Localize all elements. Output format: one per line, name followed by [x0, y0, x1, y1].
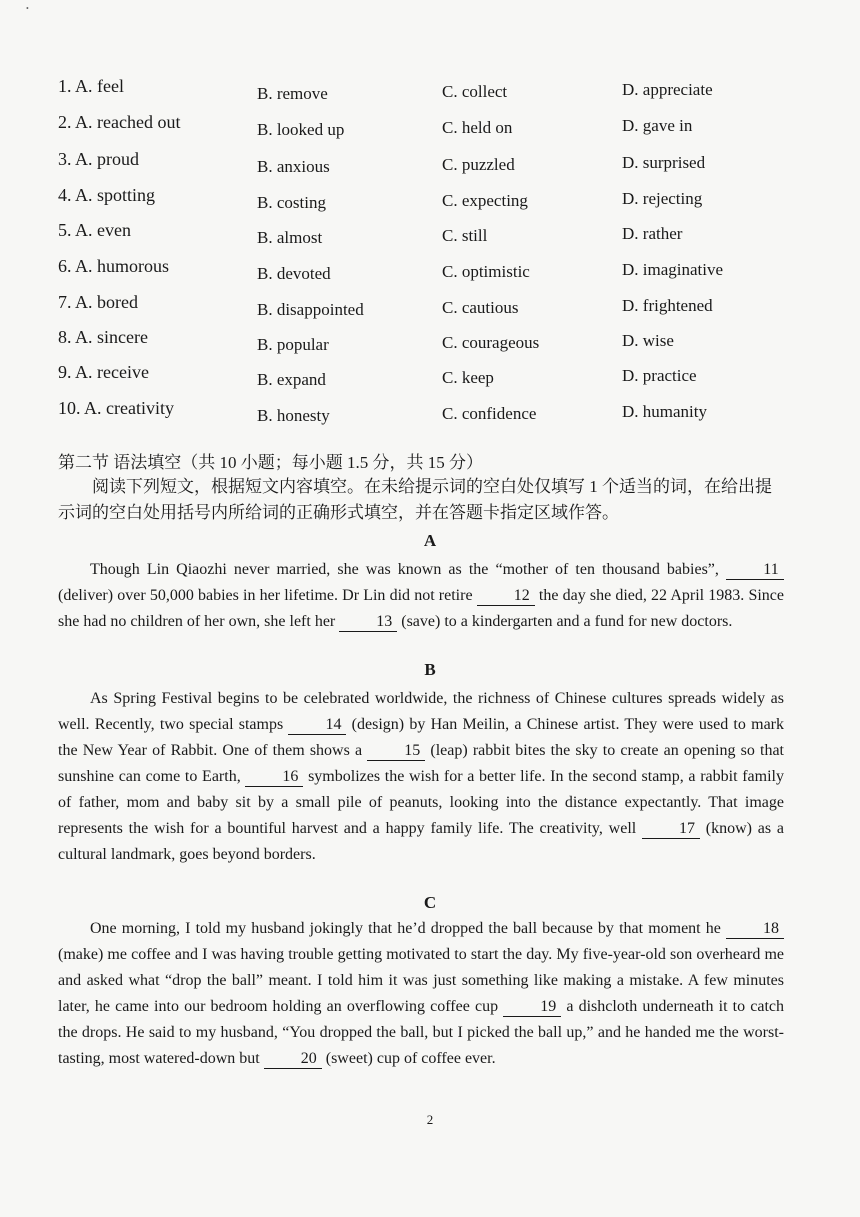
- blank-13[interactable]: 13: [339, 613, 397, 632]
- option-b: B. remove: [257, 84, 328, 103]
- blank-20[interactable]: 20: [264, 1050, 322, 1069]
- option-b: B. almost: [257, 228, 323, 247]
- option-d: D. humanity: [622, 402, 707, 421]
- option-row-5: [0, 220, 860, 256]
- option-a: 5. A. even: [58, 220, 131, 240]
- option-a: 8. A. sincere: [58, 327, 148, 347]
- section-heading: 第二节 语法填空（共 10 小题；每小题 1.5 分，共 15 分）: [58, 453, 483, 472]
- option-d: D. rejecting: [622, 189, 703, 208]
- option-c: C. confidence: [442, 404, 537, 423]
- passage-text: (sweet) cup of coffee ever.: [321, 1050, 496, 1067]
- blank-18[interactable]: 18: [726, 920, 784, 939]
- option-c: C. puzzled: [442, 155, 515, 174]
- passage-text: symbolizes the wish for a better life. In the second stamp, a rabbit family of father, mom and baby sit by a small pile of peanuts, looking into the distance expectantly. That image represents the wish for a bountiful harvest and a happy family life. The creativity, well: [58, 768, 784, 837]
- option-row-8: [0, 327, 860, 363]
- passage-text: the day she died, 22 April 1983. Since she had no children of her own, she left her: [58, 587, 784, 630]
- blank-11[interactable]: 11: [726, 561, 784, 580]
- option-d: D. gave in: [622, 116, 693, 135]
- option-c: C. courageous: [442, 333, 540, 352]
- option-d: D. appreciate: [622, 80, 713, 99]
- option-row-10: [0, 398, 860, 434]
- passage-text: (make) me coffee and I was having trouble getting motivated to start the day. My five-year-old son overheard me and asked what “drop the ball” meant. I told him it was just something like making a mistake. A few minutes later, he came into our bedroom holding an overflowing coffee cup: [58, 946, 784, 1015]
- page-number: 2: [426, 1112, 434, 1127]
- option-c: C. expecting: [442, 191, 528, 210]
- option-b: B. devoted: [257, 264, 331, 283]
- passage-c-label: C: [423, 893, 437, 912]
- option-d: D. wise: [622, 331, 674, 350]
- passage-text: (design) by Han Meilin, a Chinese artist. They were used to mark the New Year of Rabbit. One of them shows a: [58, 716, 784, 759]
- passage-text: As Spring Festival begins to be celebrated worldwide, the richness of Chinese cultures spreads widely as well. Recently, two special stamps: [58, 690, 784, 733]
- option-a: 4. A. spotting: [58, 185, 156, 205]
- passage-text: a dishcloth underneath it to catch the drops. He said to my husband, “You dropped the ball, but I picked the ball up,” and he handed me the worst-tasting, most watered-down but: [58, 998, 784, 1067]
- option-a: 10. A. creativity: [58, 398, 174, 418]
- passage-c: [58, 916, 784, 1072]
- blank-19[interactable]: 19: [503, 998, 561, 1017]
- passage-text: Though Lin Qiaozhi never married, she was known as the “mother of ten thousand babies”,: [90, 561, 726, 578]
- option-d: D. rather: [622, 224, 683, 243]
- passage-text: (leap) rabbit bites the sky to create an opening so that sunshine can come to Earth,: [58, 742, 784, 785]
- passage-b: [58, 686, 784, 868]
- blank-16[interactable]: 16: [245, 768, 303, 787]
- blank-14[interactable]: 14: [288, 716, 346, 735]
- blank-15[interactable]: 15: [367, 742, 425, 761]
- option-b: B. costing: [257, 193, 326, 212]
- option-c: C. collect: [442, 82, 508, 101]
- option-c: C. cautious: [442, 298, 519, 317]
- passage-text: One morning, I told my husband jokingly that he’d dropped the ball because by that moment he: [90, 920, 726, 937]
- option-d: D. frightened: [622, 296, 713, 315]
- blank-12[interactable]: 12: [477, 587, 535, 606]
- passage-text: (save) to a kindergarten and a fund for new doctors.: [397, 613, 733, 630]
- option-a: 2. A. reached out: [58, 112, 181, 132]
- option-c: C. held on: [442, 118, 513, 137]
- option-d: D. imaginative: [622, 260, 724, 279]
- option-b: B. disappointed: [257, 300, 364, 319]
- option-a: 7. A. bored: [58, 292, 138, 312]
- option-b: B. honesty: [257, 406, 330, 425]
- passage-text: (deliver) over 50,000 babies in her lifetime. Dr Lin did not retire: [58, 587, 477, 604]
- option-d: D. practice: [622, 366, 697, 385]
- option-row-6: [0, 256, 860, 292]
- option-c: C. optimistic: [442, 262, 530, 281]
- option-b: B. anxious: [257, 157, 330, 176]
- option-a: 9. A. receive: [58, 362, 149, 382]
- option-b: B. looked up: [257, 120, 345, 139]
- option-a: 1. A. feel: [58, 76, 124, 96]
- option-d: D. surprised: [622, 153, 706, 172]
- option-row-9: [0, 362, 860, 398]
- option-b: B. expand: [257, 370, 326, 389]
- option-b: B. popular: [257, 335, 329, 354]
- option-c: C. keep: [442, 368, 494, 387]
- blank-17[interactable]: 17: [642, 820, 700, 839]
- passage-text: (know) as a cultural landmark, goes beyond borders.: [58, 820, 785, 863]
- option-row-4: [0, 185, 860, 221]
- option-a: 6. A. humorous: [58, 256, 170, 276]
- option-row-1: [0, 76, 860, 112]
- option-row-2: [0, 112, 860, 148]
- passage-b-label: B: [424, 660, 436, 679]
- passage-a-label: A: [423, 531, 437, 550]
- option-c: C. still: [442, 226, 488, 245]
- option-row-3: [0, 149, 860, 185]
- corner-mark: •: [26, 4, 29, 13]
- option-row-7: [0, 292, 860, 328]
- section-instructions: 阅读下列短文，根据短文内容填空。在未给提示词的空白处仅填写 1 个适当的词，在给出提示词的空白处用括号内所给词的正确形式填空，并在答题卡指定区域作答。: [58, 477, 772, 522]
- option-a: 3. A. proud: [58, 149, 139, 169]
- passage-a: [58, 557, 784, 635]
